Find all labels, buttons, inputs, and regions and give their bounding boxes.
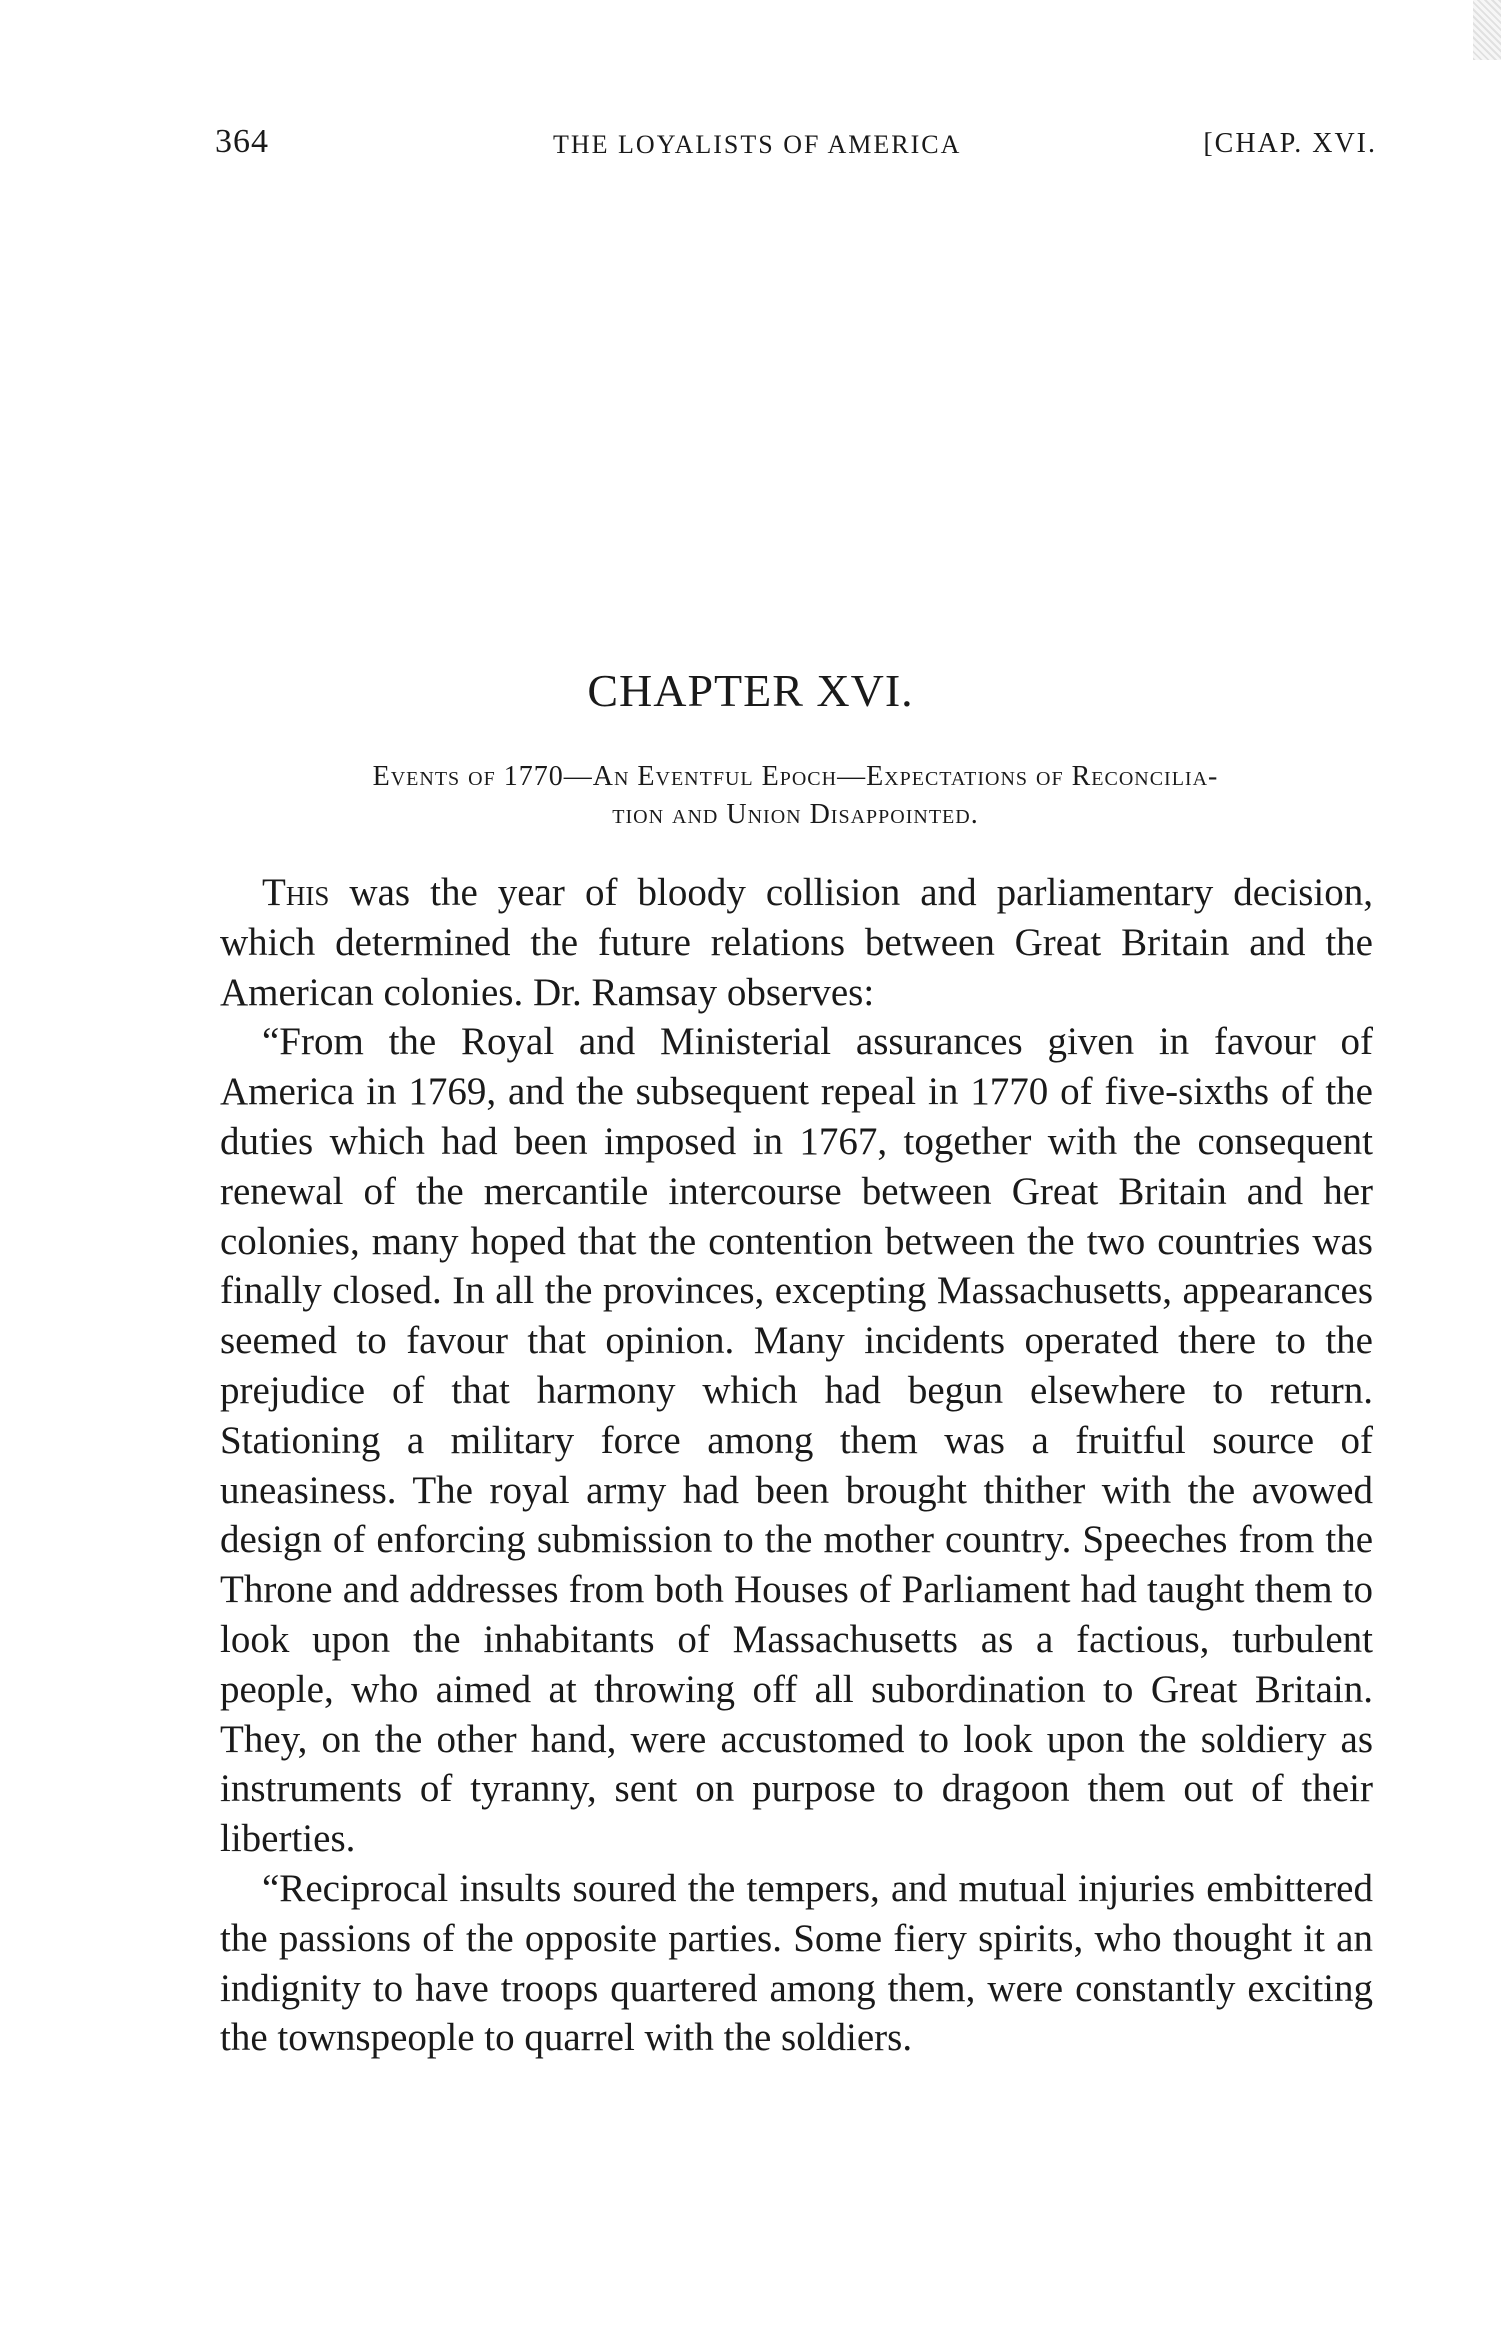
- chapter-summary-line-2: tion and Union Disappointed.: [612, 798, 979, 830]
- chapter-marker: [CHAP. XVI.: [1203, 128, 1377, 159]
- paragraph-3: “Reciprocal insults soured the tempers, and mutual injuries embittered the passions of the opposite parties. Some fiery spirits, who thought it an indignity to have troops quartered among them, were constantly exciting the townspeople to quarrel with the soldiers.: [220, 1866, 1373, 2060]
- page-number: 364: [215, 123, 269, 160]
- chapter-summary: [218, 758, 1373, 833]
- running-head: [215, 118, 1377, 178]
- lead-word: This: [262, 871, 330, 914]
- body-text: [220, 868, 1373, 2063]
- chapter-heading: CHAPTER XVI.: [587, 665, 914, 716]
- paragraph-1-text: was the year of bloody collision and parliamentary decision, which determined the future relations between Great Britain and the American colonies. Dr. Ramsay observes:: [220, 871, 1373, 1014]
- paragraph-1: [220, 868, 1373, 1017]
- book-title: THE LOYALISTS OF AMERICA: [553, 130, 962, 159]
- chapter-summary-line-1: Events of 1770—An Eventful Epoch—Expectations of Reconcilia-: [372, 761, 1219, 792]
- scan-edge-mark: [1473, 0, 1501, 60]
- paragraph-2: “From the Royal and Ministerial assurances given in favour of America in 1769, and the subsequent repeal in 1770 of five-sixths of the duties which had been imposed in 1767, together with the consequent renewal of the mercantile intercourse between Great Britain and her colonies, many hoped that the contention between the two countries was finally closed. In all the provinces, excepting Massachusetts, appearances seemed to favour that opinion. Many incidents operated there to the prejudice of that harmony which had begun elsewhere to return. Stationing a military force among them was a fruitful source of uneasiness. The royal army had been brought thither with the avowed design of enforcing submission to the mother country. Speeches from the Throne and addresses from both Houses of Parliament had taught them to look upon the inhabitants of Massachusetts as a factious, turbulent people, who aimed at throwing off all subordination to Great Britain. They, on the other hand, were accustomed to look upon the soldiery as instruments of tyranny, sent on purpose to dragoon them out of their liberties.: [220, 1020, 1373, 1861]
